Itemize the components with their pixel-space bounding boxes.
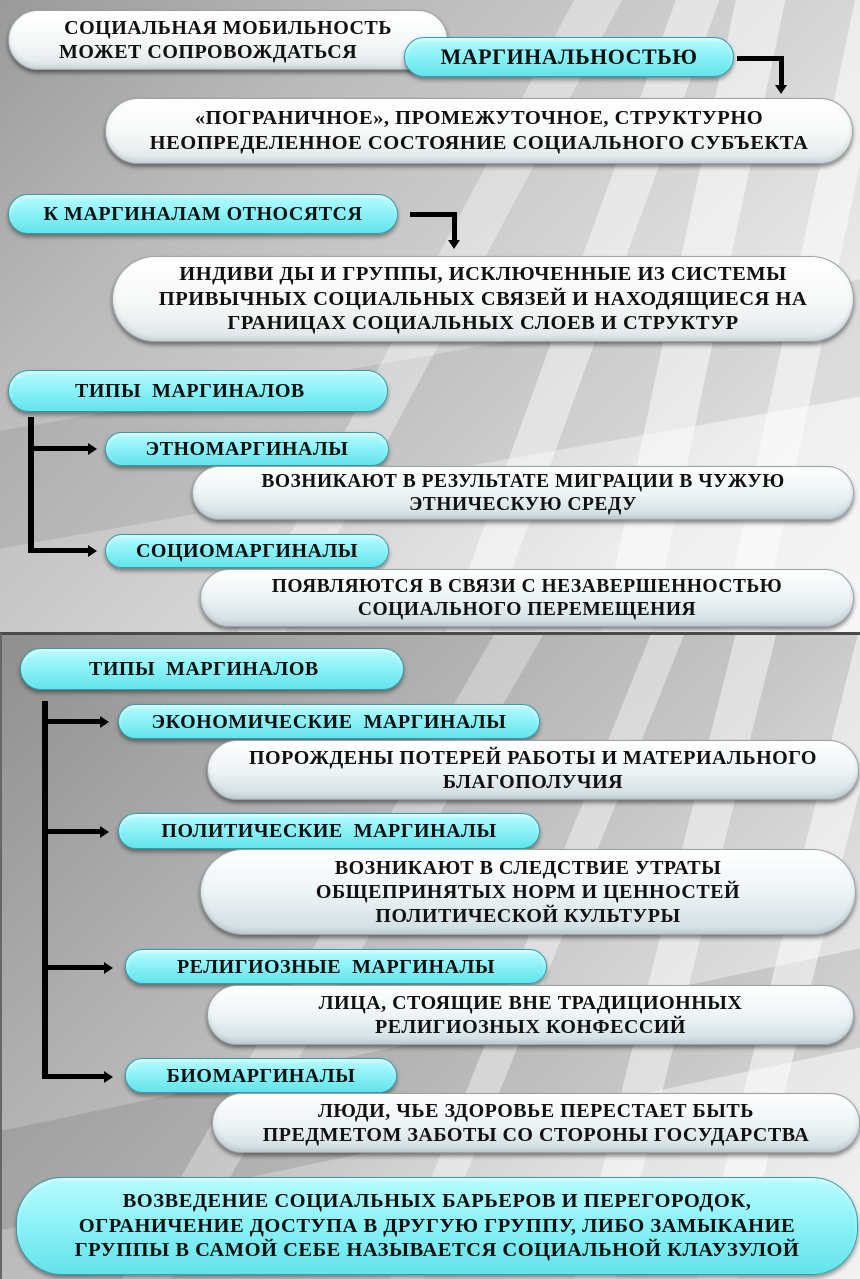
- type-description-political: [200, 849, 856, 935]
- type-label-text: ЭКОНОМИЧЕСКИЕ МАРГИНАЛЫ: [151, 710, 507, 733]
- type-label-text: БИОМАРГИНАЛЫ: [166, 1064, 356, 1087]
- arrow-right-icon: [104, 1071, 113, 1083]
- type-description-sociomarginals: [200, 569, 854, 627]
- marginality-definition-box: [105, 98, 853, 164]
- marginality-definition-line-2: НЕОПРЕДЕЛЕННОЕ СОСТОЯНИЕ СОЦИАЛЬНОГО СУБЪЕКТА: [149, 132, 809, 154]
- type-label-text: РЕЛИГИОЗНЫЕ МАРГИНАЛЫ: [176, 955, 496, 978]
- arrow-right-icon: [100, 716, 109, 728]
- types-heading-2-text: ТИПЫ МАРГИНАЛОВ: [89, 658, 319, 680]
- tree-branch-socio: [28, 548, 90, 553]
- marginals-definition-line-1: ИНДИВИ ДЫ И ГРУППЫ, ИСКЛЮЧЕННЫЕ ИЗ СИСТЕМЫ: [179, 263, 787, 286]
- type-label-religious: [125, 949, 547, 984]
- slide-1: [0, 0, 860, 632]
- type-description-religious: [207, 985, 854, 1045]
- tree-branch-political: [42, 829, 102, 834]
- arrow-right-icon: [88, 545, 97, 557]
- type-label-bio: [125, 1058, 397, 1093]
- description-line: ЛИЦА, СТОЯЩИЕ ВНЕ ТРАДИЦИОННЫХ: [318, 992, 743, 1014]
- social-closure-note: [16, 1177, 858, 1275]
- description-line: ПРЕДМЕТОМ ЗАБОТЫ СО СТОРОНЫ ГОСУДАРСТВА: [262, 1124, 810, 1146]
- arrow-down-icon: [448, 240, 460, 249]
- types-heading-1-text: ТИПЫ МАРГИНАЛОВ: [75, 380, 305, 402]
- connector-horizontal-2: [410, 212, 457, 217]
- types-heading-1: [8, 370, 388, 412]
- marginality-label-text: МАРГИНАЛЬНОСТЬЮ: [440, 43, 698, 69]
- arrow-down-icon: [775, 85, 787, 94]
- types-heading-2: [20, 648, 404, 690]
- marginals-definition-box: [112, 256, 854, 342]
- intro-box: [8, 10, 448, 70]
- description-line: ВОЗНИКАЮТ В СЛЕДСТВИЕ УТРАТЫ: [334, 857, 722, 879]
- description-line: ПОЯВЛЯЮТСЯ В СВЯЗИ С НЕЗАВЕРШЕННОСТЬЮ: [271, 575, 783, 597]
- description-line: ПОЛИТИЧЕСКОЙ КУЛЬТУРЫ: [375, 905, 681, 927]
- tree-branch-economic: [42, 719, 102, 724]
- description-line: ЭТНИЧЕСКУЮ СРЕДУ: [409, 494, 637, 515]
- closure-note-line: ВОЗВЕДЕНИЕ СОЦИАЛЬНЫХ БАРЬЕРОВ И ПЕРЕГОРОДОК,: [122, 1190, 752, 1213]
- type-label-etnomarginals: [105, 432, 389, 466]
- intro-line-2: МОЖЕТ СОПРОВОЖДАТЬСЯ: [59, 41, 358, 63]
- closure-note-line: ОГРАНИЧЕНИЕ ДОСТУПА В ДРУГУЮ ГРУППУ, ЛИБО ЗАМЫКАНИЕ: [78, 1214, 796, 1237]
- connector-vertical: [779, 56, 784, 86]
- closure-note-line: ГРУППЫ В САМОЙ СЕБЕ НАЗЫВАЕТСЯ СОЦИАЛЬНОЙ КЛАУЗУЛОЙ: [74, 1239, 800, 1262]
- marginality-definition-line-1: «ПОГРАНИЧНОЕ», ПРОМЕЖУТОЧНОЕ, СТРУКТУРНО: [194, 107, 764, 130]
- marginals-definition-line-2: ПРИВЫЧНЫХ СОЦИАЛЬНЫХ СВЯЗЕЙ И НАХОДЯЩИЕСЯ НА: [158, 287, 808, 310]
- intro-line-1: СОЦИАЛЬНАЯ МОБИЛЬНОСТЬ: [64, 17, 392, 39]
- type-label-sociomarginals: [105, 534, 389, 568]
- tree-trunk-1: [28, 417, 34, 553]
- arrow-right-icon: [100, 826, 109, 838]
- description-line: ЛЮДИ, ЧЬЕ ЗДОРОВЬЕ ПЕРЕСТАЕТ БЫТЬ: [318, 1100, 754, 1122]
- description-line: РЕЛИГИОЗНЫХ КОНФЕССИЙ: [375, 1016, 686, 1038]
- description-line: ОБЩЕПРИНЯТЫХ НОРМ И ЦЕННОСТЕЙ: [315, 881, 741, 903]
- tree-trunk-2: [42, 701, 48, 1079]
- type-label-text: ЭТНОМАРГИНАЛЫ: [145, 438, 349, 460]
- type-description-economic: [207, 740, 859, 800]
- type-description-etnomarginals: [192, 466, 854, 520]
- arrow-right-icon: [88, 443, 97, 455]
- marginals-include-label: [8, 194, 398, 234]
- description-line: ВОЗНИКАЮТ В РЕЗУЛЬТАТЕ МИГРАЦИИ В ЧУЖУЮ: [261, 470, 785, 492]
- slide-2: [0, 632, 860, 1279]
- tree-branch-bio: [42, 1074, 106, 1079]
- connector-horizontal: [737, 56, 784, 61]
- type-label-text: ПОЛИТИЧЕСКИЕ МАРГИНАЛЫ: [161, 820, 497, 842]
- type-label-text: СОЦИОМАРГИНАЛЫ: [135, 540, 359, 562]
- description-line: ПОРОЖДЕНЫ ПОТЕРЕЙ РАБОТЫ И МАТЕРИАЛЬНОГО: [248, 747, 817, 769]
- type-description-bio: [212, 1093, 860, 1153]
- type-label-economic: [118, 704, 540, 739]
- description-line: БЛАГОПОЛУЧИЯ: [442, 771, 624, 793]
- marginality-label: [404, 37, 734, 77]
- tree-branch-etno: [28, 446, 90, 451]
- tree-branch-religious: [42, 965, 106, 970]
- type-label-political: [118, 813, 540, 849]
- arrow-right-icon: [104, 962, 113, 974]
- connector-vertical-2: [452, 212, 457, 241]
- description-line: СОЦИАЛЬНОГО ПЕРЕМЕЩЕНИЯ: [357, 599, 697, 620]
- marginals-include-label-text: К МАРГИНАЛАМ ОТНОСЯТСЯ: [43, 203, 363, 225]
- marginals-definition-line-3: ГРАНИЦАХ СОЦИАЛЬНЫХ СЛОЕВ И СТРУКТУР: [227, 312, 739, 335]
